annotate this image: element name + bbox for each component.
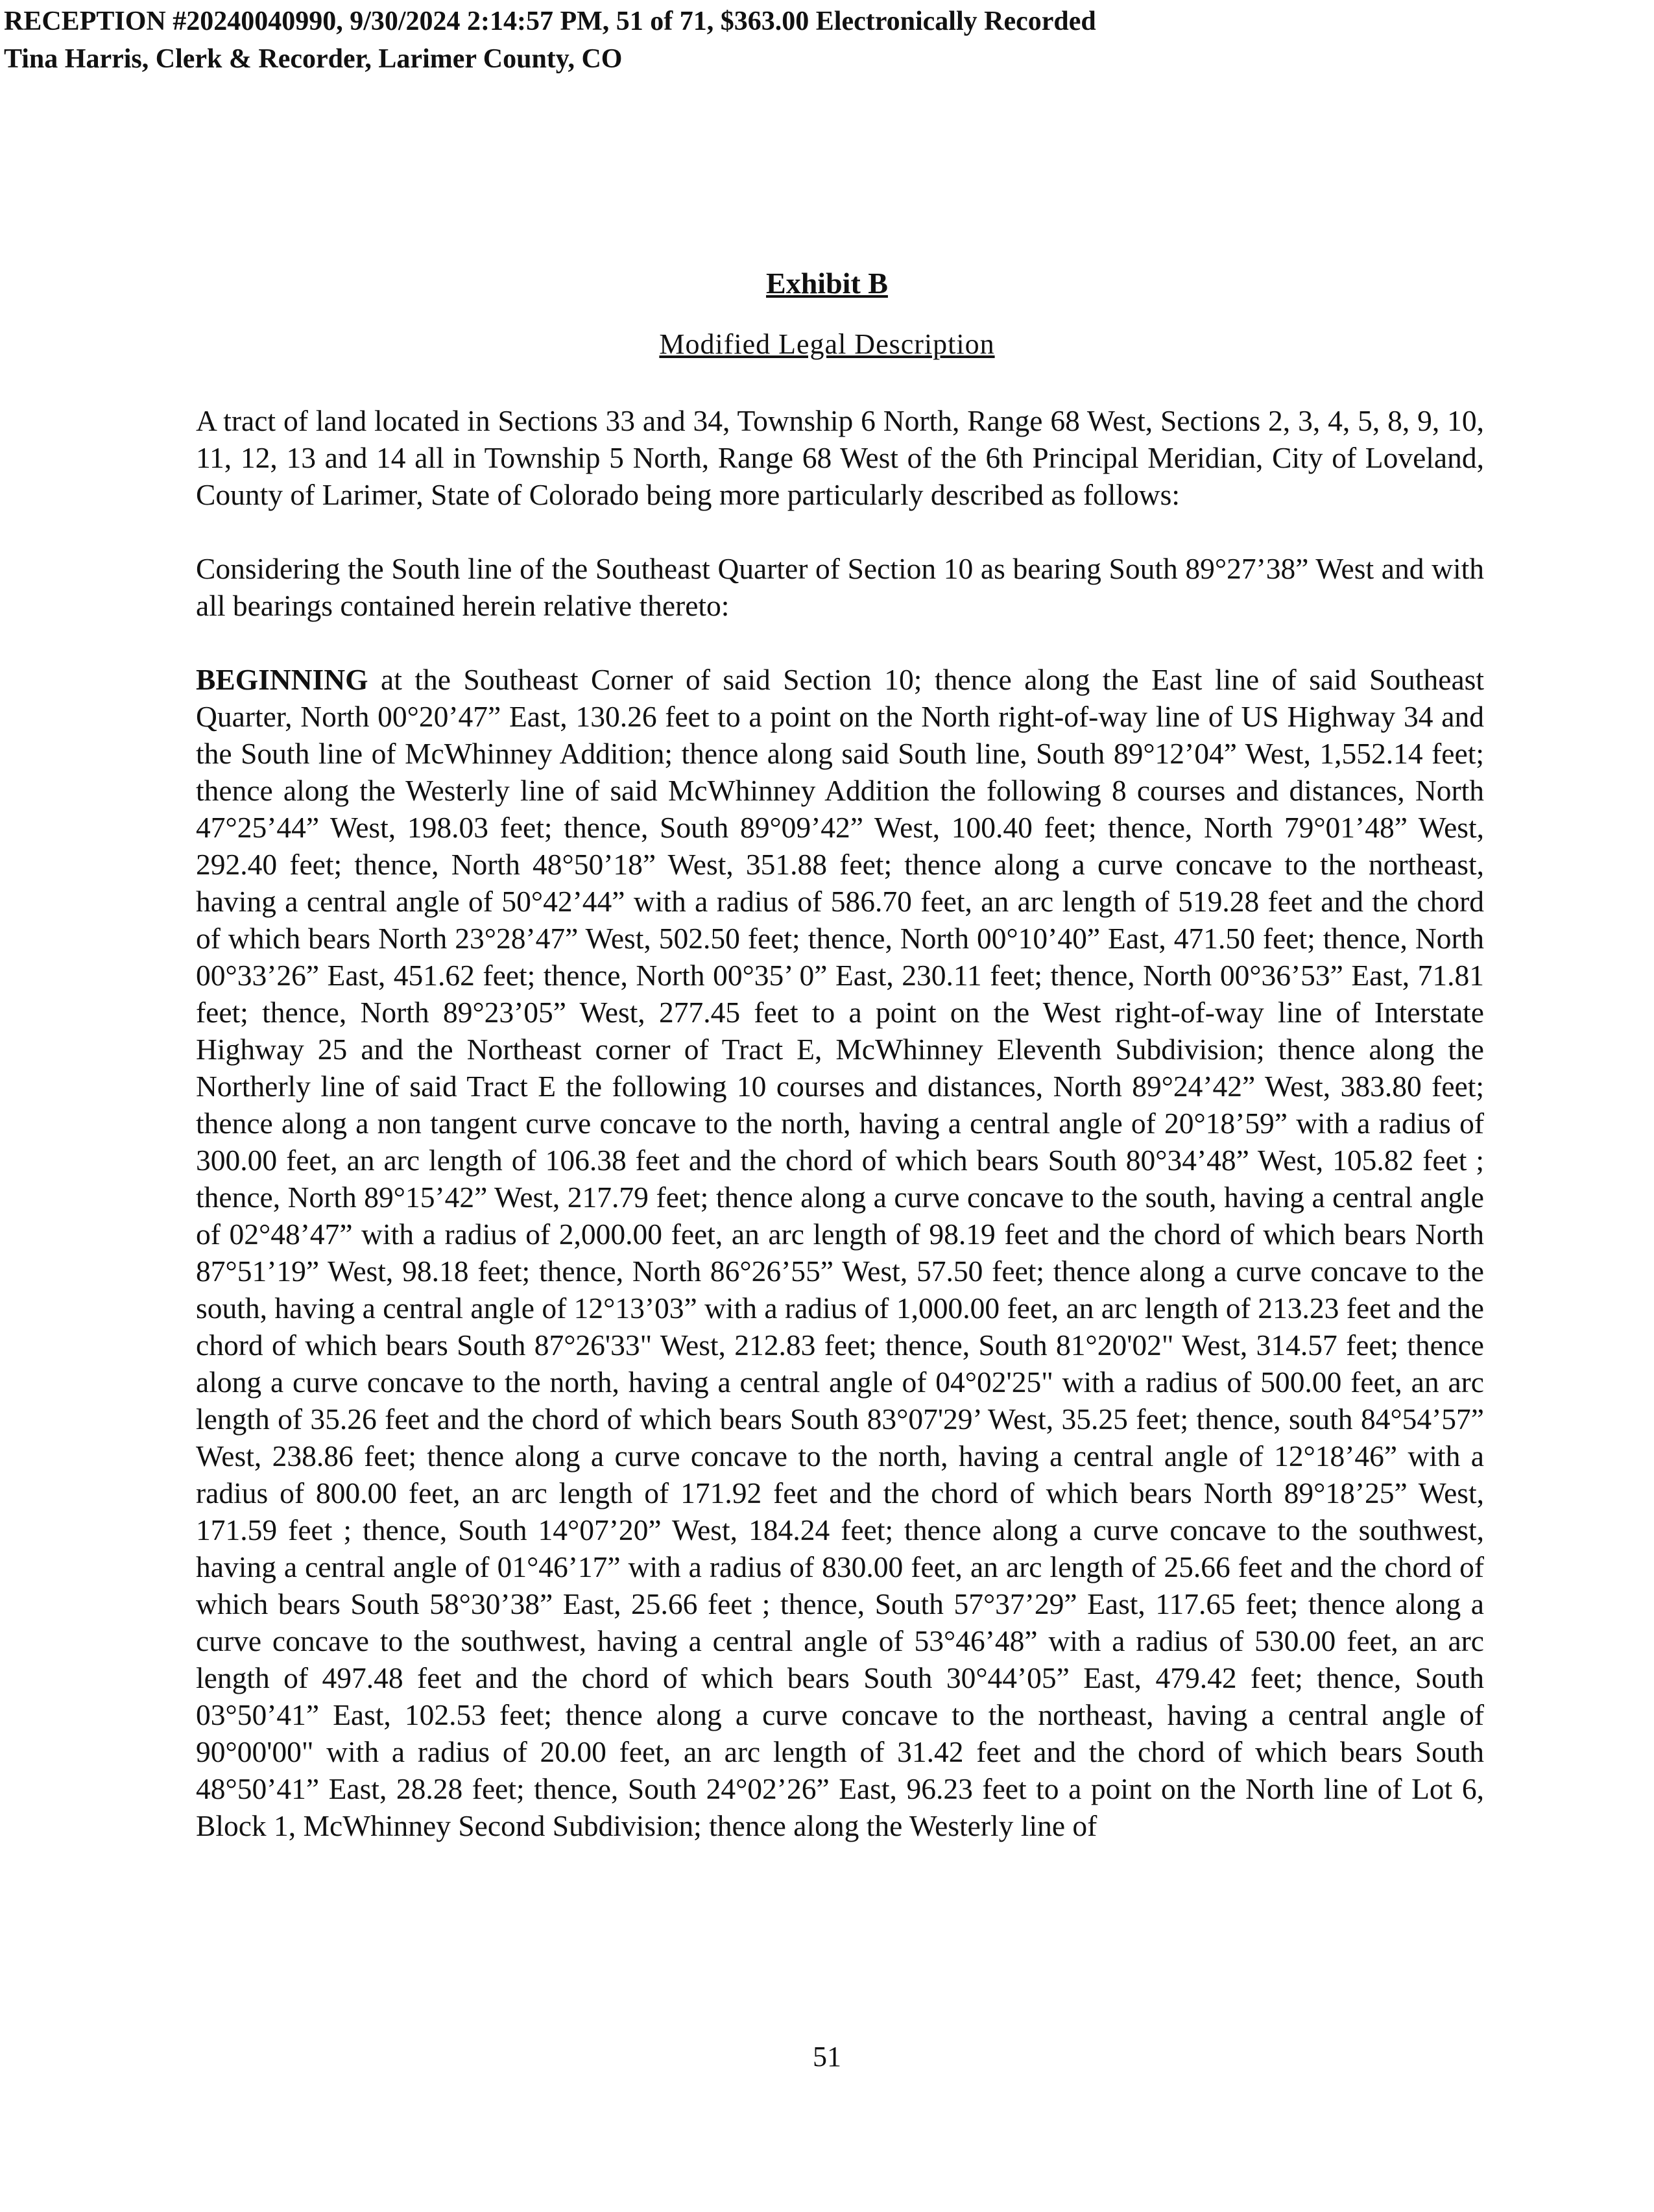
reception-line: RECEPTION #20240040990, 9/30/2024 2:14:57 PM, 51 of 71, $363.00 Electronically Recorded <box>4 6 1096 36</box>
page-number: 51 <box>813 2041 841 2073</box>
metes-and-bounds-paragraph <box>196 661 1484 1844</box>
tract-paragraph: A tract of land located in Sections 33 and 34, Township 6 North, Range 68 West, Sections 2, 3, 4, 5, 8, 9, 10, 11, 12, 13 and 14 all in Township 5 North, Range 68 West of the 6th Principal Meridian, City of Loveland, County of Larimer, State of Colorado being more particularly described as follows: <box>196 404 1484 511</box>
clerk-line: Tina Harris, Clerk & Recorder, Larimer County, CO <box>4 44 623 74</box>
legal-description-body <box>196 402 1484 1844</box>
metes-and-bounds-text: at the Southeast Corner of said Section 10; thence along the East line of said Southeast Quarter, North 00°20’47” East, 130.26 feet to a point on the North right-of-way line of US Highway 34 and the South line of McWhinney Addition; thence along said South line, South 89°12’04” West, 1,552.14 feet; thence along the Westerly line of said McWhinney Addition the following 8 courses and distances, North 47°25’44” West, 198.03 feet; thence, South 89°09’42” West, 100.40 feet; thence, North 79°01’48” West, 292.40 feet; thence, North 48°50’18” West, 351.88 feet; thence along a curve concave to the northeast, having a central angle of 50°42’44” with a radius of 586.70 feet, an arc length of 519.28 feet and the chord of which bears North 23°28’47” West, 502.50 feet; thence, North 00°10’40” East, 471.50 feet; thence, North 00°33’26” East, 451.62 feet; thence, North 00°35’ 0” East, 230.11 feet; thence, North 00°36’53” East, 71.81 feet; thence, North 89°23’05” West, 277.45 feet to a point on the West right-of-way line of Interstate Highway 25 and the Northeast corner of Tract E, McWhinney Eleventh Subdivision; thence along the Northerly line of said Tract E the following 10 courses and distances, North 89°24’42” West, 383.80 feet; thence along a non tangent curve concave to the north, having a central angle of 20°18’59” with a radius of 300.00 feet, an arc length of 106.38 feet and the chord of which bears South 80°34’48” West, 105.82 feet ; thence, North 89°15’42” West, 217.79 feet; thence along a curve concave to the south, having a central angle of 02°48’47” with a radius of 2,000.00 feet, an arc length of 98.19 feet and the chord of which bears North 87°51’19” West, 98.18 feet; thence, North 86°26’55” West, 57.50 feet; thence along a curve concave to the south, having a central angle of 12°13’03” with a radius of 1,000.00 feet, an arc length of 213.23 feet and the chord of which bears South 87°26'33" West, 212.83 feet; thence, South 81°20'02" West, 314.57 feet; thence along a curve concave to the north, having a central angle of 04°02'25" with a radius of 500.00 feet, an arc length of 35.26 feet and the chord of which bears South 83°07'29’ West, 35.25 feet; thence, south 84°54’57” West, 238.86 feet; thence along a curve concave to the north, having a central angle of 12°18’46” with a radius of 800.00 feet, an arc length of 171.92 feet and the chord of which bears North 89°18’25” West, 171.59 feet ; thence, South 14°07’20” West, 184.24 feet; thence along a curve concave to the southwest, having a central angle of 01°46’17” with a radius of 830.00 feet, an arc length of 25.66 feet and the chord of which bears South 58°30’38” East, 25.66 feet ; thence, South 57°37’29” East, 117.65 feet; thence along a curve concave to the southwest, having a central angle of 53°46’48” with a radius of 530.00 feet, an arc length of 497.48 feet and the chord of which bears South 30°44’05” East, 479.42 feet; thence, South 03°50’41” East, 102.53 feet; thence along a curve concave to the northeast, having a central angle of 90°00'00" with a radius of 20.00 feet, an arc length of 31.42 feet and the chord of which bears South 48°50’41” East, 28.28 feet; thence, South 24°02’26” East, 96.23 feet to a point on the North line of Lot 6, Block 1, McWhinney Second Subdivision; thence along the Westerly line of <box>196 663 1484 1842</box>
bearing-basis-paragraph: Considering the South line of the Southeast Quarter of Section 10 as bearing South 89°27’38” West and with all bearings contained herein relative thereto: <box>196 552 1484 622</box>
exhibit-title: Exhibit B <box>766 267 888 300</box>
beginning-keyword: BEGINNING <box>196 663 368 696</box>
exhibit-subtitle: Modified Legal Description <box>659 328 995 360</box>
recording-header <box>4 3 1096 78</box>
